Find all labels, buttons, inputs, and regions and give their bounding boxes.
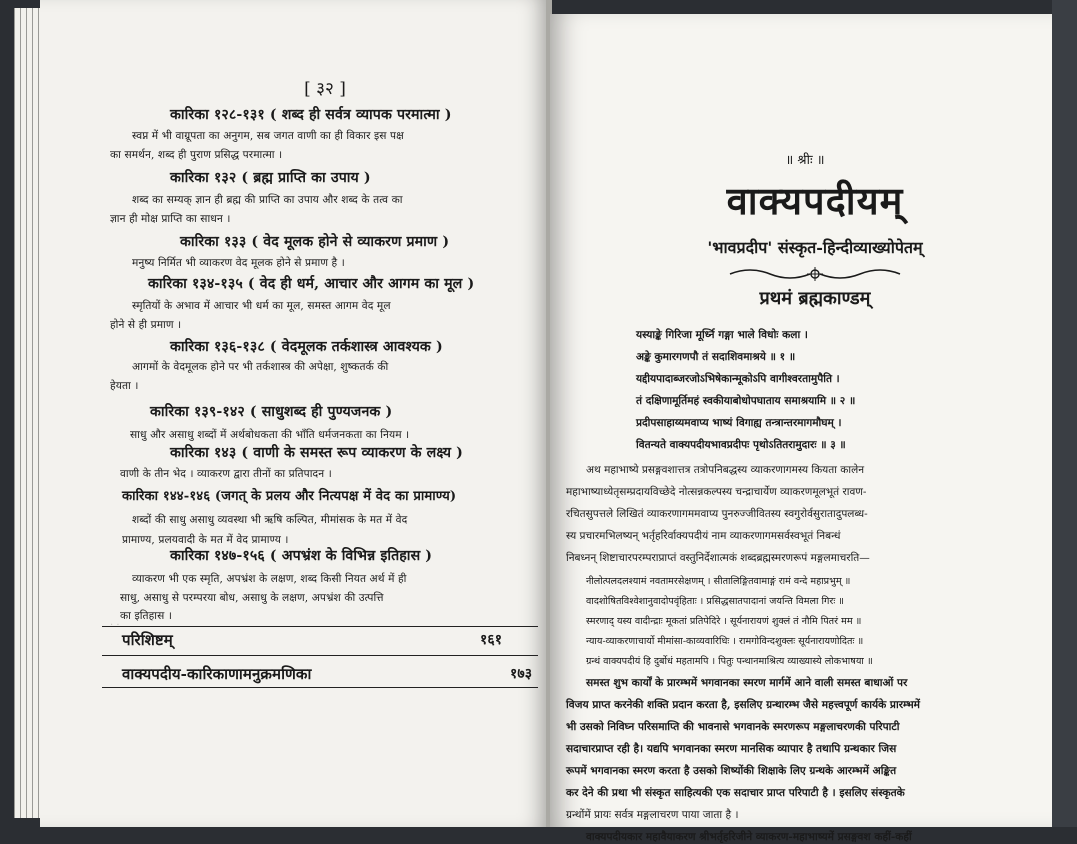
commentary-verse: वादशोषितविश्वेशानुवादोपवृंहिताः । प्रसिद्धसातपादानां जयन्ति विमला गिरः ॥	[586, 596, 845, 607]
verse-line: यस्याङ्के गिरिजा मूर्ध्नि गङ्गा भाले विधोः कला ।	[636, 329, 808, 341]
book-title: वाक्यपदीयम्	[726, 178, 904, 223]
karika-desc: साधु और असाधु शब्दों में अर्थबोधकता की भाँति धर्मजनकता का नियम ।	[130, 429, 410, 441]
left-page: · · [ ३२ ] कारिका १२८-१३१ ( शब्द ही सर्वत्र व्यापक परमात्मा ) स्वप्न में भी वाग्रूपता का अनुगम, सब जगत वाणी का ही विकार इस पक्ष का समर्थन, शब्द ही पुराण प्रसिद्ध परमात्मा । कारिका १३२ ( ब्रह्म प्राप्ति का उपाय ) शब्द का सम्यक् ज्ञान ही ब्रह्म की प्राप्ति का उपाय और शब्द के तत्व का ज्ञान ही मोक्ष प्राप्ति का साधन । कारिका १३३ ( वेद मूलक होने से व्याकरण प्रमाण ) मनुष्य निर्मित भी व्याकरण वेद मूलक होने से प्रमाण है । कारिका १३४-१३५ ( वेद ही धर्म, आचार और आगम का मूल ) स्मृतियों के अभाव में आचार भी धर्म का मूल, समस्त आगम वेद मूल होने से ही प्रमाण । कारिका १३६-१३८ ( वेदमूलक तर्कशास्त्र आवश्यक ) आगमों के वेदमूलक होने पर भी तर्कशास्त्र की अपेक्षा, शुष्कतर्क की हेयता । कारिका १३९-१४२ ( साधुशब्द ही पुण्यजनक ) साधु और असाधु शब्दों में अर्थबोधकता की भाँति धर्मजनकता का नियम । कारिका १४३ ( वाणी के समस्त रूप व्याकरण के लक्ष्य ) वाणी के तीन भेद । व्याकरण द्वारा तीनों का प्रतिपादन । कारिका १४४-१४६ (जगत् के प्रलय और नित्यपक्ष में वेद का प्रामाण्य) शब्दों की साधु असाधु व्यवस्था भी ऋषि कल्पित, मीमांसक के मत में वेद प्रामाण्य, प्रलयवादी के मत में वेद प्रामाण्य । कारिका १४७-१५६ ( अपभ्रंश के विभिन्न इतिहास ) व्याकरण भी एक स्मृति, अपभ्रंश के लक्षण, शब्द किसी नियत अर्थ में ही साधु, असाधु से परम्परया बोध, असाधु के लक्षण, अपभ्रंश की उत्पत्ति का इतिहास । परिशिष्टम् १६१ वाक्यपदीय-कारिकाणामनुक्रमणिका १७३	[40, 0, 548, 827]
commentary-verse: नीलोत्पलदलश्यामं नवतामरसेक्षणम् । सीतालिङ्गितवामाङ्गं रामं वन्दे महाप्रभुम् ॥	[586, 576, 851, 587]
sanskrit-prose-line: निबध्नन् शिष्टाचारपरम्पराप्राप्तं वस्तुनिर्देशात्मकं शब्दब्रह्मस्मरणरूपं मङ्गलमाचरति—	[566, 552, 870, 564]
sanskrit-prose-line: अथ महाभाष्ये प्रसङ्गवशात्तत्र तत्रोपनिबद्धस्य व्याकरणागमस्य कियता कालेन	[586, 464, 865, 476]
karika-desc: होने से ही प्रमाण ।	[110, 319, 182, 331]
hindi-prose-line: विजय प्राप्त करनेकी शक्ति प्रदान करता है, इसलिए ग्रन्थारम्भ जैसे महत्त्वपूर्ण कार्यके प्रारम्भमें	[566, 699, 920, 711]
ornament-divider	[725, 264, 905, 284]
karika-desc: हेयता ।	[110, 380, 139, 392]
karika-desc: वाणी के तीन भेद । व्याकरण द्वारा तीनों का प्रतिपादन ।	[120, 468, 332, 480]
sanskrit-prose-line: रचितसुपत्तले लिखितं व्याकरणागममवाप्य पुनरुज्जीवितस्य स्वगुरोर्वसुरातादुपलब्ध-	[566, 508, 868, 520]
book-subtitle: 'भावप्रदीप' संस्कृत-हिन्दीव्याख्योपेतम्	[707, 238, 923, 257]
verse-line: वितन्यते वाक्यपदीयभावप्रदीपः पृथोऽतितरामुदारः ॥ ३ ॥	[636, 439, 846, 451]
commentary-verse: न्याय-व्याकरणाचार्यो मीमांसा-काव्यवारिधिः । रामगोविन्दशुक्लः सूर्यनारायणोदितः ॥	[586, 636, 864, 647]
karika-heading: कारिका १३३ ( वेद मूलक होने से व्याकरण प्रमाण )	[180, 234, 450, 250]
appendix-page: १७३	[510, 666, 533, 682]
page-number: [ ३२ ]	[304, 79, 346, 99]
karika-desc: मनुष्य निर्मित भी व्याकरण वेद मूलक होने से प्रमाण है ।	[132, 257, 345, 269]
hindi-prose-line: रूपमें भगवानका स्मरण करता है उसको शिष्योंकी शिक्षाके लिए ग्रन्थके आरम्भमें अङ्कित	[566, 765, 897, 777]
karika-desc: व्याकरण भी एक स्मृति, अपभ्रंश के लक्षण, शब्द किसी नियत अर्थ में ही	[132, 573, 407, 585]
divider	[102, 687, 538, 688]
karika-heading: कारिका १३९-१४२ ( साधुशब्द ही पुण्यजनक )	[150, 404, 393, 420]
hindi-prose-line: वाक्यपदीयकार महावैयाकरण श्रीभर्तृहरिजीने व्याकरण-महाभाष्यमें प्रसङ्गवश कहीं-कहीं	[586, 831, 912, 843]
karika-heading: कारिका १३४-१३५ ( वेद ही धर्म, आचार और आगम का मूल )	[148, 276, 475, 292]
invocation: ॥ श्रीः ॥	[785, 153, 825, 168]
karika-desc: प्रामाण्य, प्रलयवादी के मत में वेद प्रामाण्य ।	[122, 534, 289, 546]
section-title: प्रथमं ब्रह्मकाण्डम्	[759, 288, 871, 309]
appendix-label: वाक्यपदीय-कारिकाणामनुक्रमणिका	[122, 665, 312, 683]
verse-line: तं दक्षिणामूर्तिमहं स्वकीयाबोधोपघाताय समाश्रयामि ॥ २ ॥	[636, 395, 856, 407]
verse-line: प्रदीपसाहाय्यमवाप्य भाष्यं विगाह्य तन्त्रान्तरमागमौघम् ।	[636, 417, 842, 429]
karika-heading: कारिका १४७-१५६ ( अपभ्रंश के विभिन्न इतिहास )	[170, 548, 433, 564]
appendix-page: १६१	[480, 632, 503, 648]
sanskrit-prose-line: स्य प्रचारमभिलष्यन् भर्तृहरिर्वाक्यपदीयं नाम व्याकरणागमसर्वस्वभूतं निबन्धं	[566, 530, 841, 542]
right-page	[550, 14, 1052, 843]
scan-edge	[1052, 0, 1077, 827]
hindi-prose-line: कर देने की प्रथा भी संस्कृत साहित्यकी एक सदाचार प्राप्त परिपाटी है । इसलिए संस्कृतके	[566, 787, 905, 799]
karika-heading: कारिका १३६-१३८ ( वेदमूलक तर्कशास्त्र आवश्यक )	[170, 339, 443, 355]
commentary-verse: ग्रन्थं वाक्यपदीयं हि दुर्बोधं महतामपि । पितुः पन्थानमाश्रित्य व्याख्यास्ये लोकभाषया ॥	[586, 656, 873, 667]
commentary-verse: स्मरणाद् यस्य वादीन्द्राः मूकतां प्रतिपेदिरे । सूर्यनारायणं शुक्लं तं नौमि पितरं मम ॥	[586, 616, 862, 627]
verse-line: अङ्के कुमारगणपौ तं सदाशिवमाश्रये ॥ १ ॥	[636, 351, 796, 363]
karika-desc: ज्ञान ही मोक्ष प्राप्ति का साधन ।	[110, 213, 231, 225]
karika-desc: शब्द का सम्यक् ज्ञान ही ब्रह्म की प्राप्ति का उपाय और शब्द के तत्व का	[132, 194, 403, 206]
verse-line: यद्दीयपादाब्जरजोऽभिषेकान्मूकोऽपि वागीश्वरतामुपैति ।	[636, 373, 840, 385]
karika-heading: कारिका १४३ ( वाणी के समस्त रूप व्याकरण के लक्ष्य )	[170, 445, 463, 461]
divider	[102, 626, 538, 627]
karika-desc: स्मृतियों के अभाव में आचार भी धर्म का मूल, समस्त आगम वेद मूल	[132, 300, 391, 312]
hindi-prose-line: भी उसको निविघ्न परिसमाप्ति की भावनासे भगवानके स्मरणरूप मङ्गलाचरणकी परिपाटी	[566, 721, 900, 733]
divider	[102, 655, 538, 656]
hindi-prose-line: सदाचारप्राप्त रही है। यद्यपि भगवानका स्मरण मानसिक व्यापार है तथापि ग्रन्थकार जिस	[566, 743, 897, 755]
karika-heading: कारिका १३२ ( ब्रह्म प्राप्ति का उपाय )	[170, 170, 371, 186]
karika-heading: कारिका १२८-१३१ ( शब्द ही सर्वत्र व्यापक परमात्मा )	[170, 107, 452, 123]
hindi-prose-line: ग्रन्थोंमें प्रायः सर्वत्र मङ्गलाचरण पाया जाता है ।	[566, 809, 739, 821]
karika-desc: साधु, असाधु से परम्परया बोध, असाधु के लक्षण, अपभ्रंश की उत्पत्ति	[120, 592, 384, 604]
karika-desc: आगमों के वेदमूलक होने पर भी तर्कशास्त्र की अपेक्षा, शुष्कतर्क की	[132, 361, 389, 373]
karika-desc: शब्दों की साधु असाधु व्यवस्था भी ऋषि कल्पित, मीमांसक के मत में वेद	[132, 514, 408, 526]
sanskrit-prose-line: महाभाष्याध्येतृसम्प्रदायविच्छेदे नोत्सन्नकल्पस्य चन्द्राचार्येण व्याकरणमूलभूतं रावण-	[566, 486, 867, 498]
karika-desc: का इतिहास ।	[120, 610, 172, 622]
hindi-prose-line: समस्त शुभ कार्यों के प्रारम्भमें भगवानका स्मरण मार्गमें आने वाली समस्त बाधाओं पर	[586, 677, 908, 689]
karika-desc: का समर्थन, शब्द ही पुराण प्रसिद्ध परमात्मा ।	[110, 149, 283, 161]
appendix-label: परिशिष्टम्	[122, 631, 173, 649]
karika-heading: कारिका १४४-१४६ (जगत् के प्रलय और नित्यपक्ष में वेद का प्रामाण्य)	[122, 489, 457, 504]
karika-desc: स्वप्न में भी वाग्रूपता का अनुगम, सब जगत वाणी का ही विकार इस पक्ष	[132, 130, 404, 142]
